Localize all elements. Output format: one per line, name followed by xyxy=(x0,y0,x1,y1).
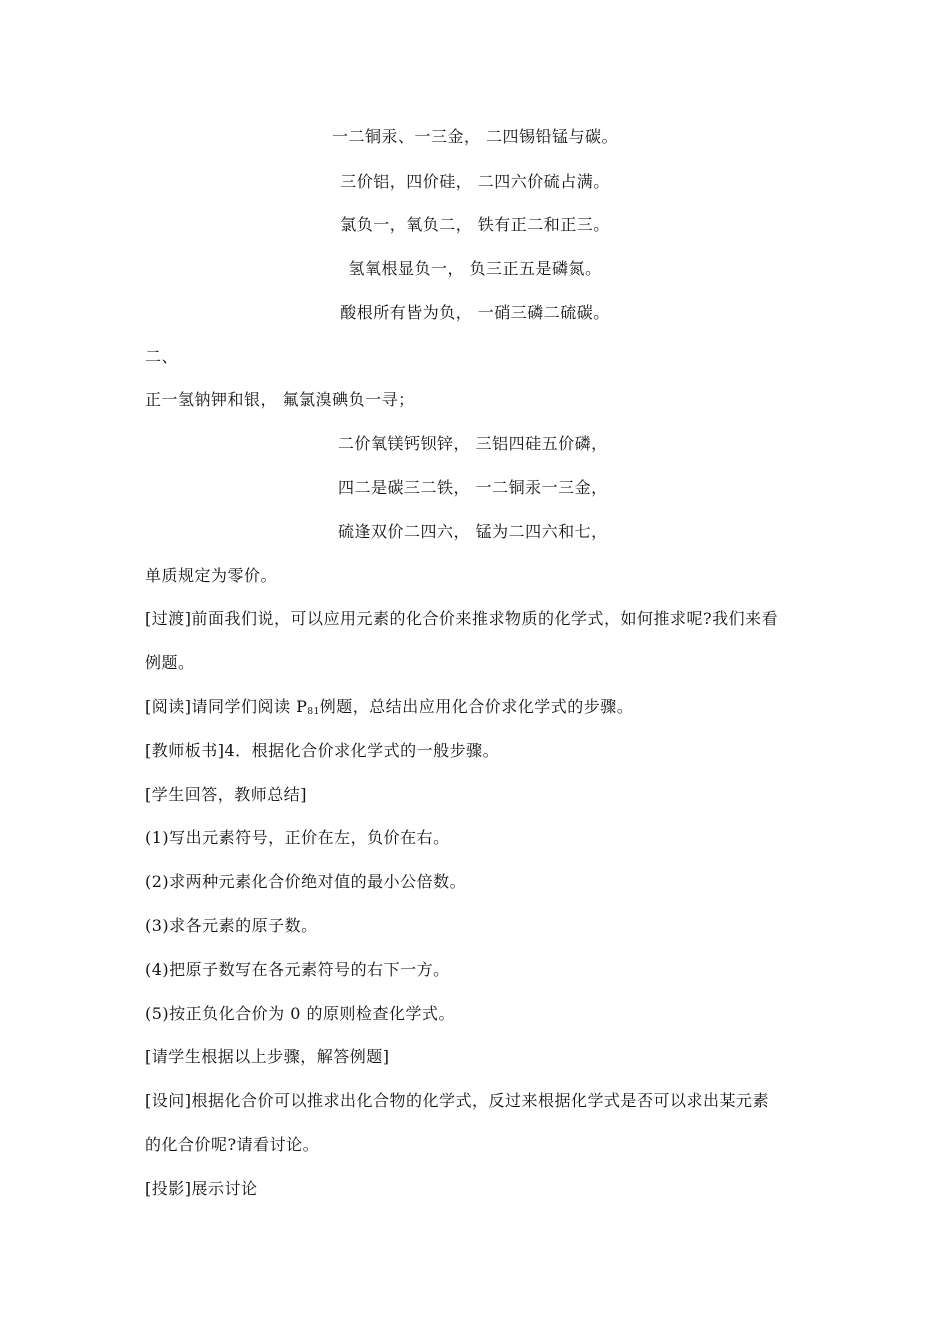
step-1: (1)写出元素符号，正价在左，负价在右。 xyxy=(145,828,450,847)
question-line-1: [设问]根据化合价可以推求出化合物的化学式，反过来根据化学式是否可以求出某元素 xyxy=(145,1091,769,1110)
transition-line-2: 例题。 xyxy=(145,653,195,672)
transition-line-1: [过渡]前面我们说，可以应用元素的化合价来推求物质的化学式，如何推求呢?我们来看 xyxy=(145,609,779,628)
elemental-valence-line: 单质规定为零价。 xyxy=(145,566,278,585)
board-line: [教师板书]4．根据化合价求化学式的一般步骤。 xyxy=(145,741,500,760)
step-5: (5)按正负化合价为 0 的原则检查化学式。 xyxy=(145,1004,456,1023)
student-answer-line: [学生回答，教师总结] xyxy=(145,785,307,804)
reading-prefix: [阅读]请同学们阅读 P xyxy=(145,697,308,716)
verse1-line-5: 酸根所有皆为负， 一硝三磷二硫碳。 xyxy=(340,303,610,322)
reading-page-subscript: 81 xyxy=(307,707,320,717)
section-two-heading: 二、 xyxy=(145,347,179,366)
reading-line xyxy=(145,696,633,723)
step-3: (3)求各元素的原子数。 xyxy=(145,916,318,935)
projection-line: [投影]展示讨论 xyxy=(145,1179,258,1198)
verse1-line-1: 一二铜汞、一三金， 二四锡铅锰与碳。 xyxy=(331,127,619,146)
verse1-line-2: 三价铝，四价硅， 二四六价硫占满。 xyxy=(340,172,610,191)
verse2-line-3: 四二是碳三二铁， 一二铜汞一三金， xyxy=(338,478,608,497)
reading-suffix: 例题，总结出应用化合价求化学式的步骤。 xyxy=(319,697,634,716)
verse2-line-1: 正一氢钠钾和银， 氟氯溴碘负一寻； xyxy=(145,390,415,409)
step-2: (2)求两种元素化合价绝对值的最小公倍数。 xyxy=(145,872,467,891)
verse1-line-3: 氯负一，氧负二， 铁有正二和正三。 xyxy=(340,215,610,234)
verse1-line-4: 氢氧根显负一， 负三正五是磷氮。 xyxy=(348,259,602,278)
ask-students-line: [请学生根据以上步骤，解答例题] xyxy=(145,1047,390,1066)
verse2-line-4: 硫逢双价二四六， 锰为二四六和七， xyxy=(338,522,608,541)
verse2-line-2: 二价氧镁钙钡锌， 三铝四硅五价磷， xyxy=(338,434,608,453)
step-4: (4)把原子数写在各元素符号的右下一方。 xyxy=(145,960,450,979)
question-line-2: 的化合价呢?请看讨论。 xyxy=(145,1135,320,1154)
